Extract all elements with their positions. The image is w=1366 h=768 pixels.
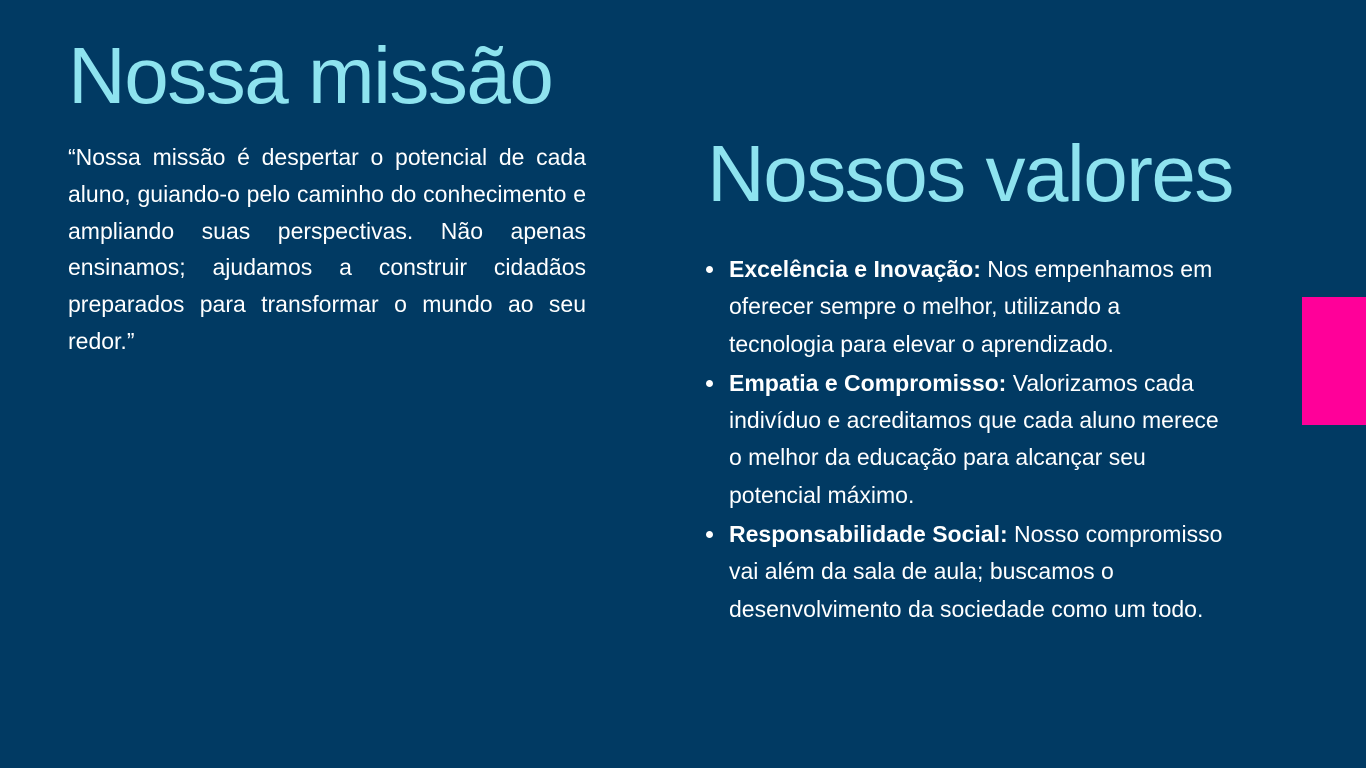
value-item-social-responsibility xyxy=(729,516,1229,628)
value-heading: Responsabilidade Social: xyxy=(729,521,1008,548)
values-list xyxy=(729,251,1229,630)
value-item-empathy xyxy=(729,365,1229,514)
value-heading: Excelência e Inovação: xyxy=(729,256,981,282)
mission-statement: “Nossa missão é despertar o potencial de cada aluno, guiando-o pelo caminho do conhecimento e ampliando suas perspectivas. Não apenas ensinamos; ajudamos a construir cidadãos preparados para transformar o mundo ao seu redor.” xyxy=(68,144,586,354)
values-title: Nossos valores xyxy=(707,129,1233,218)
value-description: Valorizamos cada indivíduo e acreditamos que cada aluno merece o melhor da educação para alcançar seu potencial máximo. xyxy=(729,369,1219,508)
accent-bar xyxy=(1302,297,1366,425)
bullet-icon xyxy=(706,531,713,538)
value-description: Nosso compromisso vai além da sala de aula; buscamos o desenvolvimento da sociedade como um todo. xyxy=(729,521,1223,622)
value-heading: Empatia e Compromisso: xyxy=(729,369,1007,396)
bullet-icon xyxy=(706,266,713,273)
bullet-icon xyxy=(706,380,713,387)
value-description: Nos empenhamos em oferecer sempre o melhor, utilizando a tecnologia para elevar o aprendizado. xyxy=(729,256,1213,357)
mission-title: Nossa missão xyxy=(68,31,553,120)
value-item-excellence xyxy=(729,251,1229,363)
